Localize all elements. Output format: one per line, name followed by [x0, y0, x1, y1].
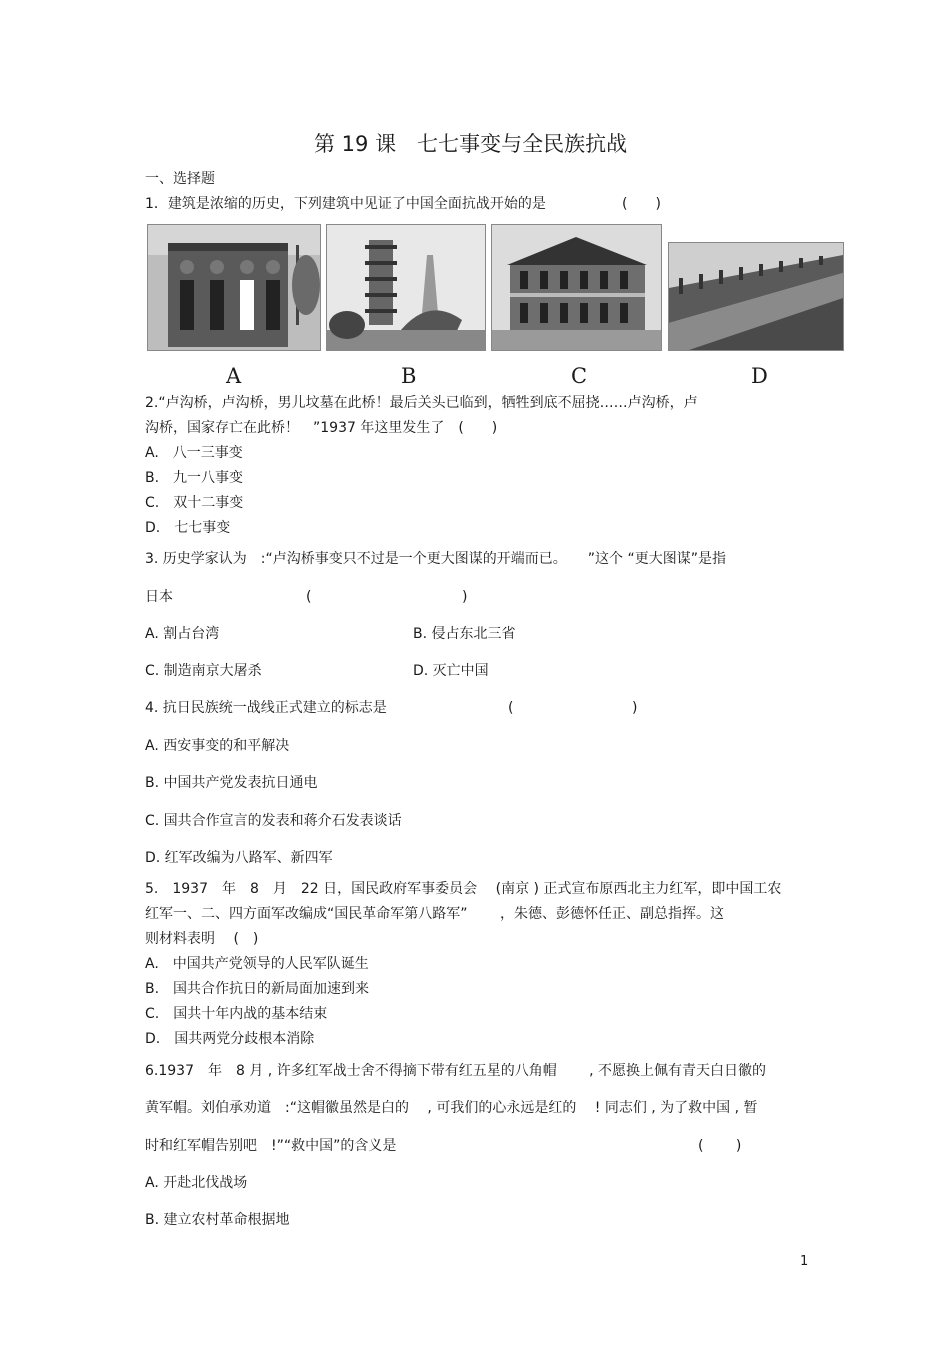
q2-option-b: B. 九一八事变	[145, 470, 244, 486]
pagoda-monument-photo	[326, 224, 486, 351]
q2-option-d: D. 七七事变	[145, 520, 231, 536]
colonial-building-photo	[491, 224, 662, 351]
q5-option-a: A. 中国共产党领导的人民军队诞生	[145, 956, 369, 972]
q5-option-c: C. 国共十年内战的基本结束	[145, 1006, 328, 1022]
q5-option-d: D. 国共两党分歧根本消除	[145, 1031, 315, 1047]
page-number: 1	[800, 1254, 809, 1269]
image-label-d: D	[751, 364, 768, 388]
image-label-c: C	[571, 364, 588, 388]
q5-line-2: 红军一、二、四方面军改编成“国民革命军第八路军” ，朱德、彭德怀任正、副总指挥。这	[145, 906, 724, 922]
q3-option-a: A. 割占台湾	[145, 626, 220, 642]
q4-option-b: B. 中国共产党发表抗日通电	[145, 775, 318, 791]
image-label-a: A	[226, 364, 242, 388]
q3-option-d: D. 灭亡中国	[413, 663, 489, 679]
q2-option-a: A. 八一三事变	[145, 445, 243, 461]
image-label-b: B	[401, 364, 417, 388]
q4-paren-right: )	[632, 700, 638, 716]
q5-option-b: B. 国共合作抗日的新局面加速到来	[145, 981, 370, 997]
q6-line-1: 6.1937 年 8 月 , 许多红军战士舍不得摘下带有红五星的八角帽 , 不愿换上佩有青天白日徽的	[145, 1063, 767, 1079]
q2-line-2: 沟桥，国家存亡在此桥！ ”1937 年这里发生了 ( )	[145, 420, 498, 436]
q2-option-c: C. 双十二事变	[145, 495, 244, 511]
q5-line-1: 5. 1937 年 8 月 22 日，国民政府军事委员会 (南京 ) 正式宣布原西北主力红军，即中国工农	[145, 881, 782, 897]
q2-line-1: 2.“卢沟桥，卢沟桥，男儿坟墓在此桥！最后关头已临到，牺牲到底不屈挠……卢沟桥，卢	[145, 395, 698, 411]
q6-answer-paren: ( )	[698, 1138, 742, 1154]
q4-paren-left: (	[508, 700, 514, 716]
q3-paren-left: (	[306, 589, 312, 605]
q6-option-b: B. 建立农村革命根据地	[145, 1212, 290, 1228]
page-title: 第 19 课 七七事变与全民族抗战	[314, 132, 628, 156]
q3-line-2: 日本	[145, 589, 173, 605]
q5-line-3: 则材料表明 ( )	[145, 931, 259, 947]
q4-option-d: D. 红军改编为八路军、新四军	[145, 850, 333, 866]
q4-stem: 4. 抗日民族统一战线正式建立的标志是	[145, 700, 387, 716]
q3-option-b: B. 侵占东北三省	[413, 626, 516, 642]
section-heading: 一、选择题	[145, 171, 215, 187]
q1-answer-paren: ( )	[622, 196, 661, 212]
q4-option-a: A. 西安事变的和平解决	[145, 738, 290, 754]
q3-option-c: C. 制造南京大屠杀	[145, 663, 262, 679]
stone-bridge-photo	[668, 242, 844, 351]
q3-paren-right: )	[462, 589, 468, 605]
memorial-hall-photo	[147, 224, 321, 351]
q6-line-3: 时和红军帽告别吧 !”“救中国”的含义是	[145, 1138, 397, 1154]
q4-option-c: C. 国共合作宣言的发表和蒋介石发表谈话	[145, 813, 402, 829]
q6-line-2: 黄军帽。刘伯承劝道 :“这帽徽虽然是白的 , 可我们的心永远是红的 ! 同志们 , 为了救中国 , 暂	[145, 1100, 758, 1116]
q3-line-1: 3. 历史学家认为 :“卢沟桥事变只不过是一个更大图谋的开端而已。 ”这个 “更大图谋”是指	[145, 551, 726, 567]
q6-option-a: A. 开赴北伐战场	[145, 1175, 248, 1191]
q1-stem: 1．建筑是浓缩的历史，下列建筑中见证了中国全面抗战开始的是	[145, 196, 546, 212]
